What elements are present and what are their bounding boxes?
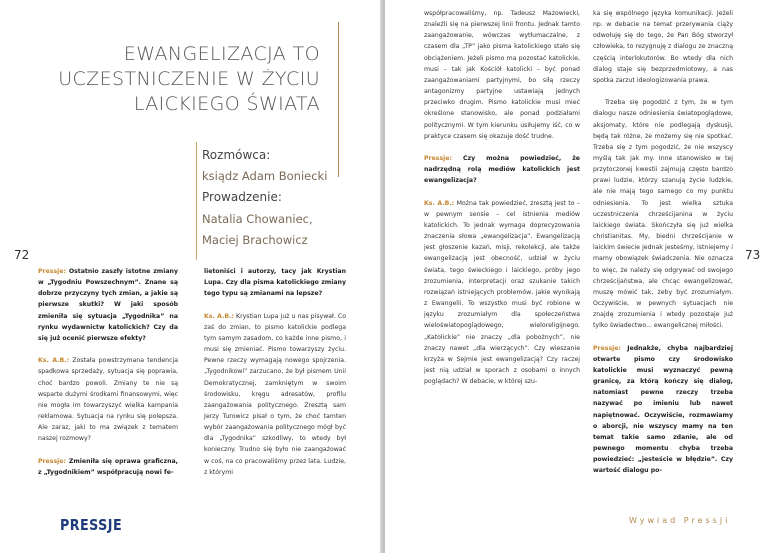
left-page xyxy=(0,0,382,553)
speaker-label: Ks. A.B.: xyxy=(424,199,455,207)
paragraph xyxy=(424,153,580,186)
page-number-left: 72 xyxy=(14,248,30,262)
article-title xyxy=(58,42,320,117)
paragraph-text: Krystian Lupa już u nas pisywał. Co zaś do zmian, to pismo katolickie podlega tym samym zasadom, co każde inne pismo, i musi się zmieniać. Pismo towarzyszy życiu. Pewne rzeczy wymagają nowego spojrzenia. „Tygodnikowi” zarzucano, że był pismem Unii Demokratycznej, zamkniętym w swoim środowisku, kręgu adresatów, profilu zaangażowania politycznego. Zresztą sam Jerzy Turowicz pisał o tym, że choć tamten wybór zaangażowania politycznego mógł być dla „Tygodnika” szkodliwy, to wtedy był konieczny. Trudno się było nie zaangażować w coś, na co pracowaliśmy przez lata. Ludzie, z którymi xyxy=(204,312,347,476)
paragraph-text: Trzeba się pogodzić z tym, że w tym dialogu nasze odniesienia światopoglądowe, aksjomaty, które nie podlegają dyskusji, będą tak różne, że możemy się nie spotkać. Trzeba się z tym pogodzić, że nie wszyscy myślą tak jak my. Inne stanowisko w tej przytoczonej kwestii zajmują często bardzo prawi ludzie, którzy szanują życie ludzkie, ale nie mają tego samego co my punktu odniesienia. To jest wielka sztuka uczestniczenia chrześcijanina w życiu laickiego świata. Skończyła się już wielka christianitas. My, biedni chrześcijanie w laickim świecie jednak jesteśmy, istniejemy i mamy obowiązek świadczenia. Nie oznacza to więc, że należy się odgrywać od swojego chrześcijaństwa, ale chcąc ewangelizować, muszę mówić tak, żeby być zrozumiałym. Oczywiście, w pewnych sytuacjach nie znajdę zrozumienia i wtedy pozostaje już tylko świadectwo... ewangelicznej miłości. xyxy=(593,99,733,330)
title-line-1: EWANGELIZACJA TO xyxy=(123,43,320,65)
paragraph-text: Ostatnio zaszły istotne zmiany w „Tygodniu Powszechnym”. Znane są dobrze przyczyny tych zmian, a jakie są pierwsze skutki? W jaki sposób zmieniła się sytuacja „Tygodnika” na rynku wydawnictw katolickich? Czy da się już ocenić pierwsze efekty? xyxy=(38,268,178,342)
paragraph-text: Można tak powiedzieć, zresztą jest to – w pewnym sensie – cel istnienia mediów katolickich. To jednak wymaga doprecyzowania znaczenia słowa „ewangelizacja”. Ewangelizacją jest głoszenie kazań, misji, rekolekcji, ale także ewangelizacją jest obecność, udział w życiu świata, tego świeckiego i laickiego, próby jego zrozumienia, interpretacji oraz szukanie takich rozwiązań istniejących problemów, jakie wynikają z Ewangelii. To wszystko musi być robione w języku zrozumiałym dla społeczeństwa wieloświatopoglądowego, wieloreligijnego. „Katolickie” nie znaczy „dla pobożnych”, nie znaczy nawet „dla wierzących”. Czy wieszanie krzyża w Sejmie jest ewangelizacją? Czy raczej jest nią udział w sporach z osobami o innych poglądach? W debacie, w której szu- xyxy=(424,199,581,386)
speaker-label: Ks. A.B.: xyxy=(38,357,70,365)
paragraph xyxy=(38,355,178,444)
speaker-label: Pressje: xyxy=(593,344,621,352)
paragraph-text: Została powstrzymana tendencja spadkowa sprzedaży, sytuacja się poprawia, choć bardzo powoli. Zmiany te nie są wsparte dużymi środkami finansowymi, więc nie mogła im towarzyszyć wielka kampania reklamowa. Sytuacja na rynku się polepsza. Ale zaraz, jaki to ma związek z tematem naszej rozmowy? xyxy=(38,357,178,443)
paragraph-text: Zmieniła się oprawa graficzna, z „Tygodnikiem” współpracują nowi fe- xyxy=(38,457,178,476)
paragraph xyxy=(593,8,733,86)
paragraph xyxy=(424,8,580,142)
left-column-1 xyxy=(38,266,178,478)
pressje-logo: PRESSJE xyxy=(60,516,123,534)
paragraph xyxy=(204,266,346,299)
right-page xyxy=(385,0,768,553)
paragraph xyxy=(424,198,580,388)
title-line-2: UCZESTNICZENIE W ŻYCIU xyxy=(58,68,320,90)
interviewer-1: Natalia Chowaniec, xyxy=(202,212,313,226)
interviewer-2: Maciej Brachowicz xyxy=(202,233,308,247)
right-column-1 xyxy=(424,8,580,387)
right-column-2 xyxy=(593,8,733,477)
meta-rule-interlocutor xyxy=(196,142,197,190)
paragraph-text: współpracowaliśmy, np. Tadeusz Mazowiecki, znaleźli się na pierwszej linii frontu. Jednak tamto zaangażowanie, wówczas wytłumaczalne, z czasem dla „TP” jako pisma katolickiego stało się obciążeniem. Jeżeli pismo ma pozostać katolickie, musi – tak jak Kościół katolicki – być ponad zaangażowaniami partyjnymi, bo siłą rzeczy antagonizmy partyjne ustawiają jednych przeciwko drugim. Pismo katolickie musi mieć określone stanowisko, ale ponad podziałami politycznymi. W tym kierunku usiłujemy iść, co w praktyce czasem się okazuje dość trudne. xyxy=(424,10,580,140)
title-frame xyxy=(40,22,339,177)
left-column-2 xyxy=(204,266,346,478)
paragraph xyxy=(593,343,733,477)
speaker-label: Pressje: xyxy=(38,268,66,275)
meta-rule-interviewers xyxy=(196,184,197,260)
speaker-label: Pressje: xyxy=(38,457,66,465)
paragraph-text: Jednakże, chyba najbardziej otwarte pismo czy środowisko katolickie musi wyznaczyć pewną granicę, za którą kończy się dialog, natomiast pewne rzeczy trzeba nazywać po imieniu lub nawet napiętnować. Oczywiście, rozmawiamy o aborcji, nie wszyscy mamy na ten temat takie samo zdanie, ale od pewnego momentu chyba trzeba powiedzieć: „jesteście w błędzie”. Czy wartość dialogu po- xyxy=(593,344,733,475)
speaker-label: Ks. A.B.: xyxy=(204,312,234,320)
interlocutor-label: Rozmówca: xyxy=(202,148,271,162)
paragraph xyxy=(38,456,178,478)
page-number-right: 73 xyxy=(745,248,761,262)
paragraph-text: Czy można powiedzieć, że nadrzędną rolą mediów katolickich jest ewangelizacja? xyxy=(424,155,580,185)
title-line-3: LAICKIEGO ŚWIATA xyxy=(133,93,320,115)
paragraph xyxy=(38,266,178,344)
paragraph-text: lietoniści i autorzy, tacy jak Krystian Lupa. Czy dla pisma katolickiego zmiany tego typu są zmianami na lepsze? xyxy=(204,268,346,298)
section-footer: Wywiad Pressji xyxy=(629,516,731,525)
paragraph xyxy=(593,97,733,331)
paragraph xyxy=(204,311,346,478)
interlocutor-name: ksiądz Adam Boniecki xyxy=(202,169,328,183)
speaker-label: Pressje: xyxy=(424,155,452,163)
interviewers-label: Prowadzenie: xyxy=(202,190,282,204)
paragraph-text: ka się wspólnego języka komunikacji. Jeżeli np. w debacie na temat przerywania ciąży odwołuję się do tego, że Pan Bóg stworzył człowieka, to rezygnuję z dialogu ze znaczną częścią interlokutorów. Bo wtedy dla nich dialog staje się bezprzedmiotowy, a nas spotka zarzut ideologizowania prawa. xyxy=(593,10,733,84)
